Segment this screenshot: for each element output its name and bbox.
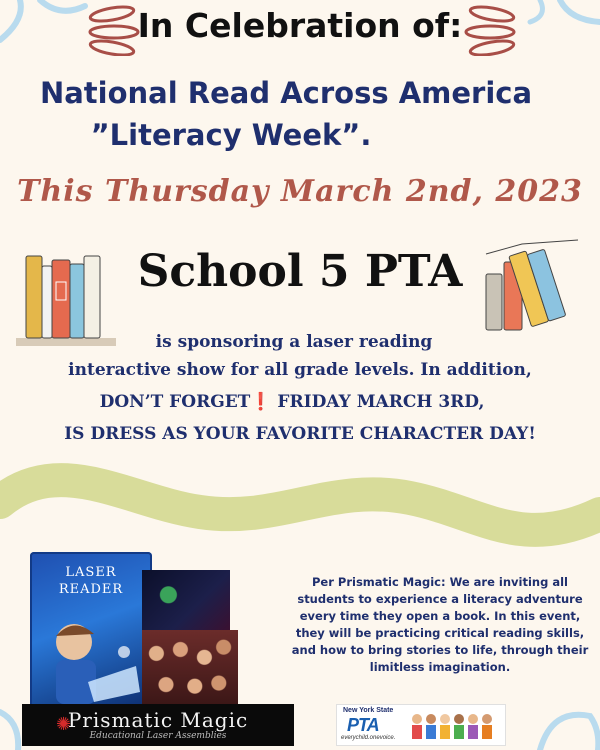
- reminder-date: FRIDAY MARCH 3RD,: [271, 392, 485, 412]
- event-name-line2: ”Literacy Week”.: [90, 118, 372, 152]
- pta-wordmark: PTA: [347, 715, 379, 735]
- pta-state-label: New York State: [343, 707, 394, 714]
- brand-tagline: Educational Laser Assemblies: [89, 731, 227, 741]
- laser-reader-title-line1: LASER: [65, 565, 117, 580]
- organization-name: School 5 PTA: [137, 246, 463, 297]
- laser-reader-title: [30, 564, 152, 598]
- event-name-line1: National Read Across America: [39, 76, 533, 110]
- event-date: This Thursday March 2nd, 2023: [17, 174, 583, 209]
- prismatic-magic-logo: [22, 704, 294, 746]
- announcement-line1: is sponsoring a laser reading: [155, 332, 433, 352]
- laser-reader-title-line2: READER: [58, 582, 124, 597]
- poster-title: In Celebration of:: [137, 6, 463, 45]
- laser-show-photo: [142, 570, 230, 632]
- announcement-line3: [0, 392, 584, 412]
- announcement-line2: interactive show for all grade levels. In addition,: [68, 360, 532, 380]
- brand-name: Prismatic Magic: [67, 708, 249, 732]
- reminder-text: DON’T FORGET: [99, 392, 251, 412]
- laser-reader-book-image: [30, 552, 152, 712]
- ny-state-pta-logo: [336, 704, 506, 746]
- pta-tagline: everychild.onevoice.: [341, 735, 396, 741]
- child-reading-illustration: [36, 612, 146, 708]
- exclamation-icon: ❗: [250, 392, 272, 412]
- star-icon: ✺: [56, 714, 72, 734]
- audience-photo: [142, 630, 238, 708]
- children-illustration: [409, 711, 501, 741]
- event-description: Per Prismatic Magic: We are inviting all students to experience a literacy adventure every time they open a book. In this event, they will be practicing critical reading skills, and how to bring stories to life, through their limitless imagination.: [291, 575, 589, 674]
- announcement-line4: IS DRESS AS YOUR FAVORITE CHARACTER DAY!: [64, 424, 536, 444]
